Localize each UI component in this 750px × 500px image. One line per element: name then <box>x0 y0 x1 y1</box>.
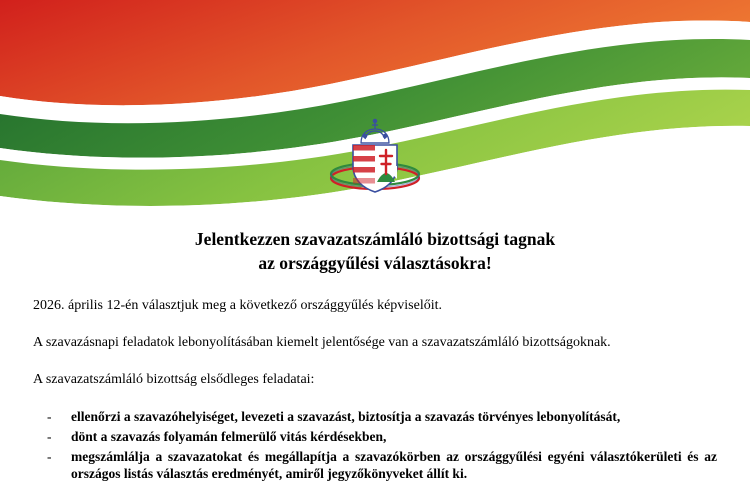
list-item <box>33 428 717 446</box>
paragraph-duties-intro: A szavazatszámláló bizottság elsődleges feladatai: <box>33 372 315 388</box>
list-item-label: megszámlálja a szavazatokat és megállapítja a szavazókörben az országgyűlési egyéni választókerületi és az országos listás választás eredményét, amiről jegyzőkönyveket állít ki. <box>71 448 717 482</box>
list-marker: - <box>47 408 52 424</box>
hungary-coat-of-arms <box>315 112 435 207</box>
page-title-line-1: Jelentkezzen szavazatszámláló bizottsági tagnak <box>194 229 556 249</box>
list-item-label: dönt a szavazás folyamán felmerülő vitás kérdésekben, <box>71 428 387 444</box>
list-item-label: ellenőrzi a szavazóhelyiséget, levezeti a szavazást, biztosítja a szavazás törvényes lebonyolítását, <box>71 408 621 424</box>
document-content <box>0 228 750 485</box>
page-title <box>33 228 717 275</box>
duties-list <box>33 408 717 483</box>
list-marker: - <box>47 448 52 464</box>
list-marker: - <box>47 428 52 444</box>
paragraph-committee-importance: A szavazásnapi feladatok lebonyolításában kiemelt jelentősége van a szavazatszámláló bizottságoknak. <box>33 335 611 351</box>
paragraph-election-date: 2026. április 12-én választjuk meg a következő országgyűlés képviselőit. <box>33 298 443 314</box>
page-title-line-2: az országgyűlési választásokra! <box>258 252 492 273</box>
list-item <box>33 448 717 484</box>
list-item <box>33 408 717 426</box>
